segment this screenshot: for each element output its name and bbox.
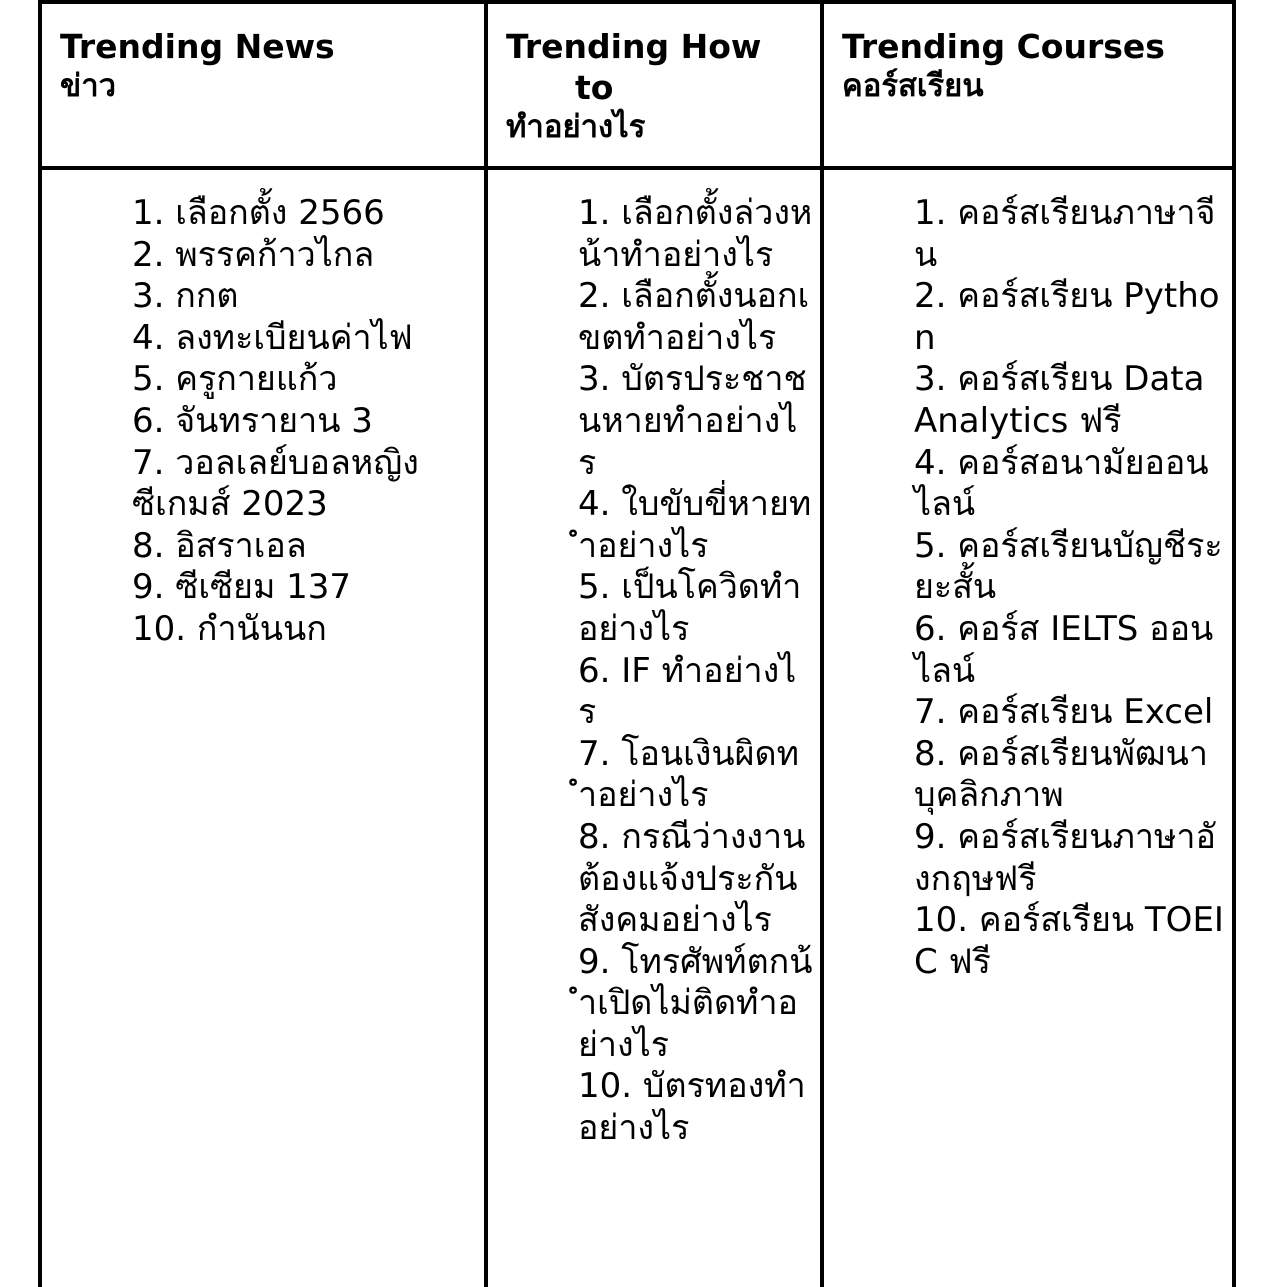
list-item: 6. IF ทำอย่างไร [578, 650, 797, 733]
list-item: 1. เลือกตั้งล่วงหน้าทำอย่างไร [578, 193, 813, 275]
header-divider [42, 166, 1232, 170]
list-item: 6. จันทรายาน 3 [132, 400, 373, 441]
column-divider [484, 4, 488, 1287]
header-title: Trending News [60, 27, 335, 66]
list-item: 1. คอร์สเรียนภาษาจีน [914, 193, 1216, 275]
list-item: 5. เป็นโควิดทำอย่างไร [578, 567, 802, 649]
list-item: 1. เลือกตั้ง 2566 [132, 193, 385, 233]
list-item: 9. คอร์สเรียนภาษาอังกฤษฟรี [914, 816, 1216, 899]
list-item: 7. โอนเงินผิดทำอย่างไร [578, 733, 800, 816]
header-title: Trending Courses [842, 27, 1165, 66]
list-item: 8. คอร์สเรียนพัฒนาบุคลิกภาพ [914, 733, 1208, 816]
list-trending-news [132, 193, 482, 651]
list-item: 7. คอร์สเรียน Excel [914, 692, 1214, 733]
header-subtitle-thai: คอร์สเรียน [842, 68, 984, 104]
list-item: 2. เลือกตั้งนอกเขตทำอย่างไร [578, 276, 810, 358]
list-item: 6. คอร์ส IELTS ออนไลน์ [914, 608, 1214, 691]
list-item: 10. กำนันนก [132, 608, 327, 649]
list-item: 3. คอร์สเรียน Data Analytics ฟรี [914, 359, 1205, 441]
list-item: 2. คอร์สเรียน Python [914, 276, 1220, 358]
list-trending-courses [914, 193, 1224, 983]
column-divider [820, 4, 824, 1287]
list-item: 8. กรณีว่างงานต้องแจ้งประกันสังคมอย่างไร [578, 816, 806, 941]
list-item: 10. บัตรทองทำอย่างไร [578, 1066, 806, 1149]
list-item: 3. บัตรประชาชนหายทำอย่างไร [578, 359, 807, 483]
list-item: 9. ซีเซียม 137 [132, 567, 352, 608]
header-title: Trending How to [506, 27, 762, 107]
list-item: 3. กกต [132, 276, 239, 317]
header-trending-howto [506, 26, 806, 146]
header-subtitle-thai: ข่าว [60, 68, 117, 104]
list-item: 8. อิสราเอล [132, 525, 307, 566]
list-item: 2. พรรคก้าวไกล [132, 234, 375, 275]
header-subtitle-thai: ทำอย่างไร [506, 109, 646, 145]
header-trending-courses [842, 26, 1232, 105]
list-item: 4. ลงทะเบียนค่าไฟ [132, 317, 413, 358]
trending-table [38, 0, 1236, 1287]
list-item: 9. โทรศัพท์ตกน้ำเปิดไม่ติดทำอย่างไร [578, 941, 813, 1065]
list-item: 4. ใบขับขี่หายทำอย่างไร [578, 484, 812, 566]
list-trending-howto [578, 193, 814, 1150]
list-item: 7. วอลเลย์บอลหญิง ซีเกมส์ 2023 [132, 442, 419, 525]
list-item: 10. คอร์สเรียน TOEIC ฟรี [914, 900, 1224, 982]
list-item: 4. คอร์สอนามัยออนไลน์ [914, 442, 1209, 525]
list-item: 5. คอร์สเรียนบัญชีระยะสั้น [914, 525, 1223, 608]
header-trending-news [60, 26, 470, 105]
list-item: 5. ครูกายแก้ว [132, 359, 338, 400]
